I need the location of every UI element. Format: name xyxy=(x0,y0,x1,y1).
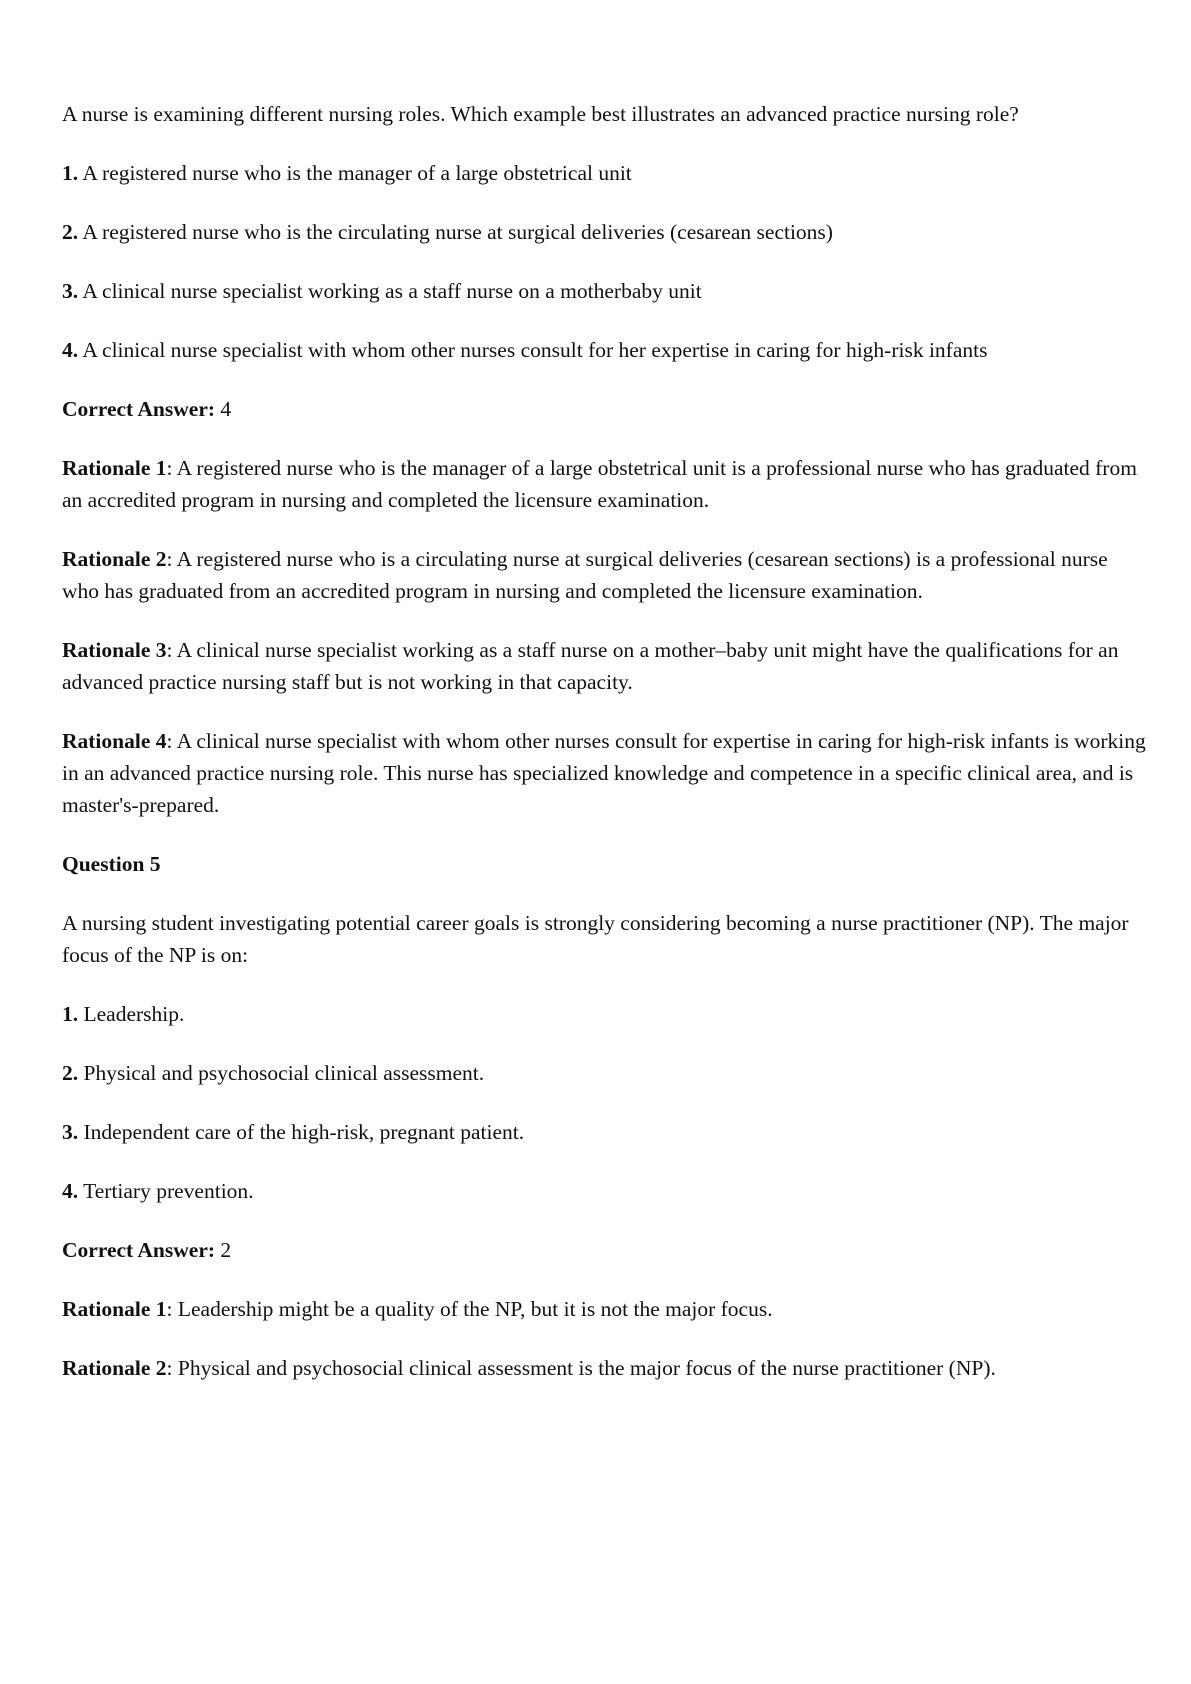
q4-rationale-4 xyxy=(62,725,1147,821)
q4-option-3 xyxy=(62,275,1147,307)
q4-rationale-4-label: Rationale 4 xyxy=(62,729,167,753)
q4-rationale-2-text: : A registered nurse who is a circulating nurse at surgical deliveries (cesarean sections) is a professional nurse who has graduated from an accredited program in nursing and completed the licensure examination. xyxy=(62,547,1108,603)
q5-rationale-1-text: : Leadership might be a quality of the NP, but it is not the major focus. xyxy=(166,1297,773,1321)
q5-option-3-text: Independent care of the high-risk, pregnant patient. xyxy=(78,1120,525,1144)
q4-rationale-3-text: : A clinical nurse specialist working as a staff nurse on a mother–baby unit might have the qualifications for an advanced practice nursing staff but is not working in that capacity. xyxy=(62,638,1119,694)
q4-rationale-1-label: Rationale 1 xyxy=(62,456,167,480)
q5-option-2-number: 2. xyxy=(62,1061,79,1085)
q5-correct-answer xyxy=(62,1234,1147,1266)
q5-answer-value: 2 xyxy=(215,1238,232,1262)
q4-rationale-3-label: Rationale 3 xyxy=(62,638,167,662)
q4-rationale-1 xyxy=(62,452,1147,516)
q4-option-2-text: A registered nurse who is the circulating nurse at surgical deliveries (cesarean sections) xyxy=(78,220,833,244)
q5-rationale-1 xyxy=(62,1293,1147,1325)
q4-stem: A nurse is examining different nursing roles. Which example best illustrates an advanced practice nursing role? xyxy=(62,102,1019,126)
q5-option-2 xyxy=(62,1057,1147,1089)
q4-option-4 xyxy=(62,334,1147,366)
document-page xyxy=(62,98,1147,1411)
q5-option-2-text: Physical and psychosocial clinical assessment. xyxy=(78,1061,485,1085)
q4-rationale-3 xyxy=(62,634,1147,698)
q5-heading: Question 5 xyxy=(62,852,161,876)
q5-option-3-number: 3. xyxy=(62,1120,79,1144)
q5-option-4 xyxy=(62,1175,1147,1207)
q5-option-3 xyxy=(62,1116,1147,1148)
q4-rationale-1-text: : A registered nurse who is the manager of a large obstetrical unit is a professional nurse who has graduated from an accredited program in nursing and completed the licensure examination. xyxy=(62,456,1137,512)
q4-option-4-number: 4. xyxy=(62,338,79,362)
q5-stem: A nursing student investigating potential career goals is strongly considering becoming a nurse practitioner (NP). The major focus of the NP is on: xyxy=(62,911,1129,967)
q4-option-2-number: 2. xyxy=(62,220,79,244)
q5-answer-label: Correct Answer: xyxy=(62,1238,216,1262)
q5-rationale-1-label: Rationale 1 xyxy=(62,1297,167,1321)
q5-option-1 xyxy=(62,998,1147,1030)
q4-option-3-text: A clinical nurse specialist working as a staff nurse on a motherbaby unit xyxy=(78,279,702,303)
q4-option-1-text: A registered nurse who is the manager of a large obstetrical unit xyxy=(78,161,632,185)
q5-rationale-2-text: : Physical and psychosocial clinical assessment is the major focus of the nurse practitioner (NP). xyxy=(166,1356,996,1380)
q5-option-1-number: 1. xyxy=(62,1002,79,1026)
q4-option-4-text: A clinical nurse specialist with whom other nurses consult for her expertise in caring for high-risk infants xyxy=(78,338,988,362)
q4-option-1 xyxy=(62,157,1147,189)
q4-correct-answer xyxy=(62,393,1147,425)
q5-rationale-2-label: Rationale 2 xyxy=(62,1356,167,1380)
q4-rationale-4-text: : A clinical nurse specialist with whom other nurses consult for expertise in caring for high-risk infants is working in an advanced practice nursing role. This nurse has specialized knowledge and competence in a specific clinical area, and is master's-prepared. xyxy=(62,729,1146,817)
q4-rationale-2-label: Rationale 2 xyxy=(62,547,167,571)
q4-option-1-number: 1. xyxy=(62,161,79,185)
q5-option-4-number: 4. xyxy=(62,1179,79,1203)
q5-option-1-text: Leadership. xyxy=(78,1002,185,1026)
q5-rationale-2 xyxy=(62,1352,1147,1384)
q4-answer-value: 4 xyxy=(215,397,232,421)
q4-option-2 xyxy=(62,216,1147,248)
q4-rationale-2 xyxy=(62,543,1147,607)
q5-option-4-text: Tertiary prevention. xyxy=(78,1179,254,1203)
q4-option-3-number: 3. xyxy=(62,279,79,303)
q4-answer-label: Correct Answer: xyxy=(62,397,216,421)
